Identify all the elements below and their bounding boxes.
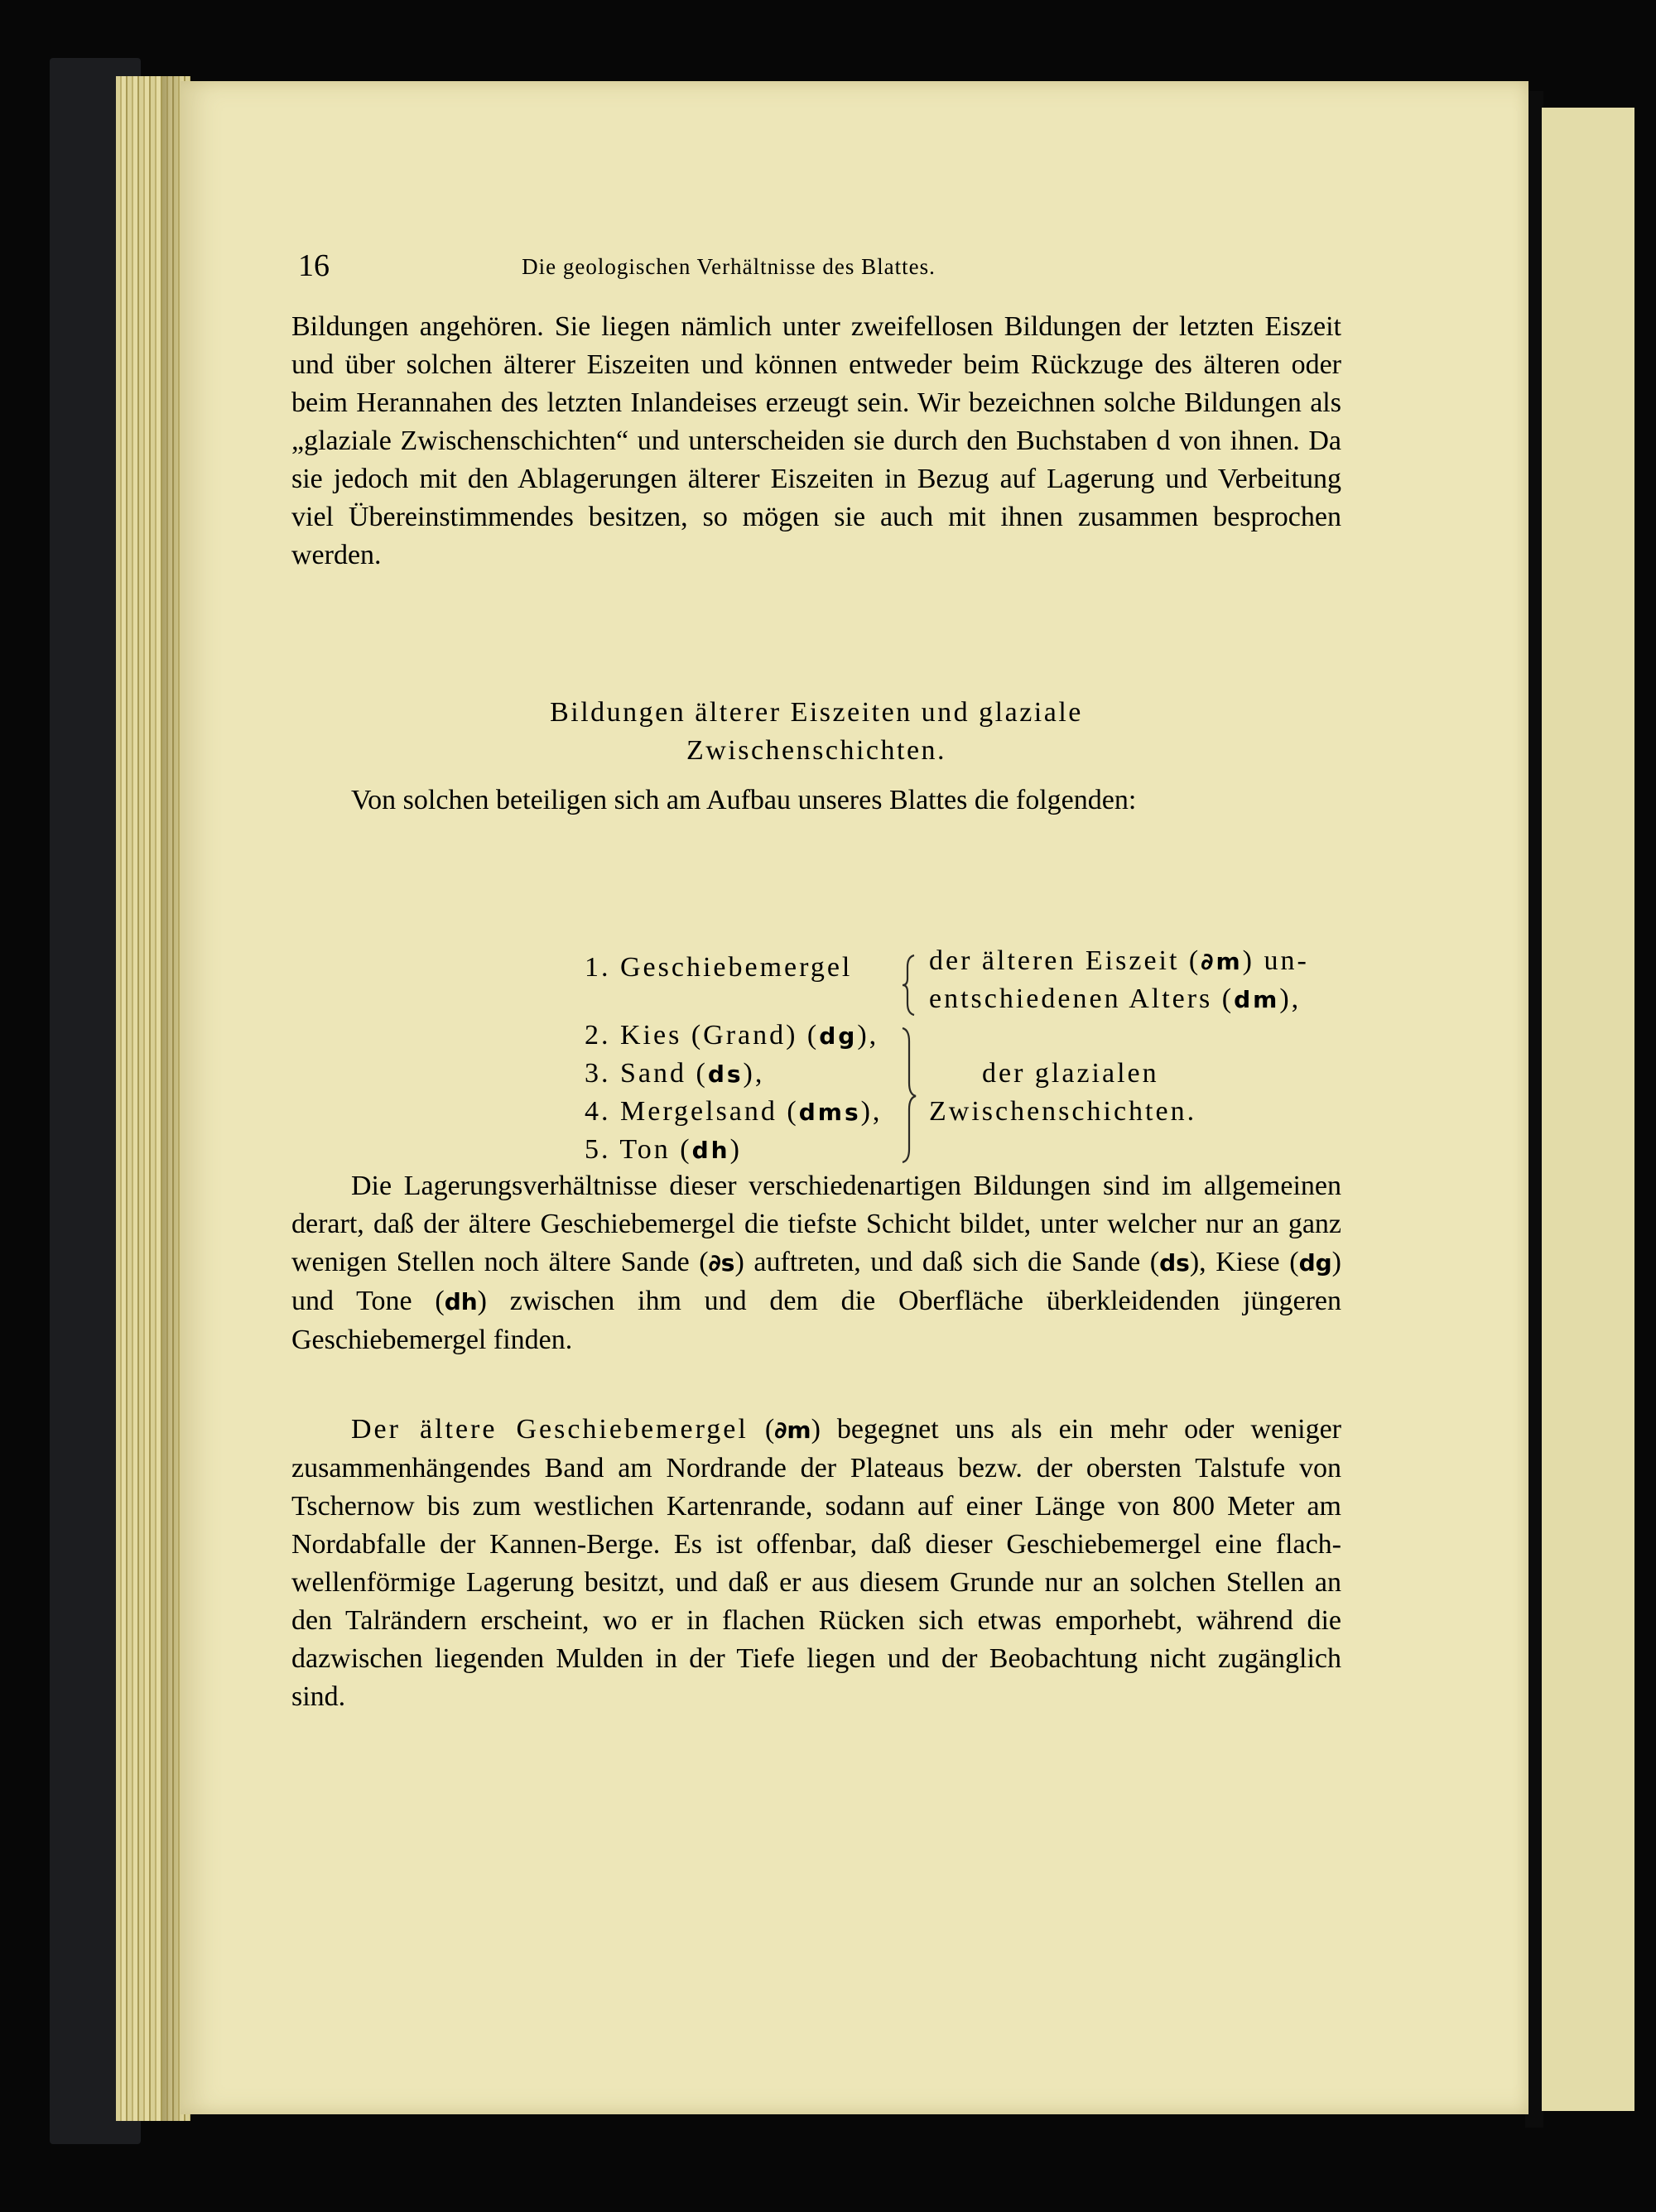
group-2-line-1: der glazialen xyxy=(982,1058,1159,1089)
list-item: 4. Mergelsand (dms), xyxy=(585,1096,883,1127)
list-item: 3. Sand (ds), xyxy=(585,1058,765,1089)
brace-group-2 xyxy=(899,1025,919,1166)
paragraph-2: Von solchen beteiligen sich am Aufbau unseres Blattes die folgenden: xyxy=(351,785,1137,815)
section-heading-line-2: Zwischenschichten. xyxy=(686,735,947,766)
section-heading xyxy=(291,694,1341,770)
group-1-line-1: der älteren Eiszeit (∂m) un- xyxy=(929,945,1309,976)
page-number: 16 xyxy=(298,248,330,283)
paragraph-1: Bildungen angehören. Sie liegen nämlich unter zweifellosen Bildungen der letzten Eiszeit und über solchen älterer Eiszeiten und können entweder beim Rückzuge des älteren oder beim Herannahen des letzten Inlandeises erzeugt sein. Wir bezeichnen solche Bildungen als „glaziale Zwischenschichten“ und unterscheiden sie durch den Buchstaben d von ihnen. Da sie jedoch mit den Ablagerungen älterer Eiszeiten in Bezug auf Lagerung und Verbeitung viel Übereinstimmendes besitzen, so mögen sie auch mit ihnen zusammen besprochen werden. xyxy=(291,311,1341,570)
facing-page xyxy=(1542,108,1634,2111)
list-item: 2. Kies (Grand) (dg), xyxy=(585,1020,879,1051)
page-header xyxy=(298,245,1159,286)
paragraph-4: Der ältere Geschiebemergel (∂m) begegnet uns als ein mehr oder weniger zusammenhängendes Band am Nordrande der Plateaus bezw. der obersten Talstufe von Tschernow bis zum westlichen Kartenrande, sodann auf einer Länge von 800 Meter am Nordabfalle der Kannen-Berge. Es ist offenbar, daß dieser Geschiebemergel eine flach-wellenförmige Lagerung besitzt, und daß er aus diesem Grunde nur an solchen Stellen an den Talrändern erscheint, wo er in flachen Rücken sich etwas emporhebt, während die dazwischen liegenden Mulden in der Tiefe liegen und der Beobachtung nicht zugänglich sind. xyxy=(291,1414,1341,1712)
section-heading-line-1: Bildungen älterer Eiszeiten und glaziale xyxy=(550,697,1083,728)
group-2-line-2: Zwischenschichten. xyxy=(929,1096,1197,1127)
list-item: 5. Ton (dh) xyxy=(585,1134,742,1165)
running-head: Die geologischen Verhältnisse des Blattes. xyxy=(522,254,936,279)
paragraph-3: Die Lagerungsverhältnisse dieser verschiedenartigen Bildungen sind im allgemeinen derart, daß der ältere Geschiebemergel die tiefste Schicht bildet, unter welcher nur an ganz wenigen Stellen noch ältere Sande (∂s) auftreten, und daß sich die Sande (ds), Kiese (dg) und Tone (dh) zwischen ihm und dem die Oberfläche überkleidenden jüngeren Geschiebemergel finden. xyxy=(291,1171,1341,1355)
brace-group-1 xyxy=(899,952,919,1018)
group-1-line-2: entschiedenen Alters (dm), xyxy=(929,983,1302,1014)
list-item: 1. Geschiebemergel xyxy=(585,952,853,983)
